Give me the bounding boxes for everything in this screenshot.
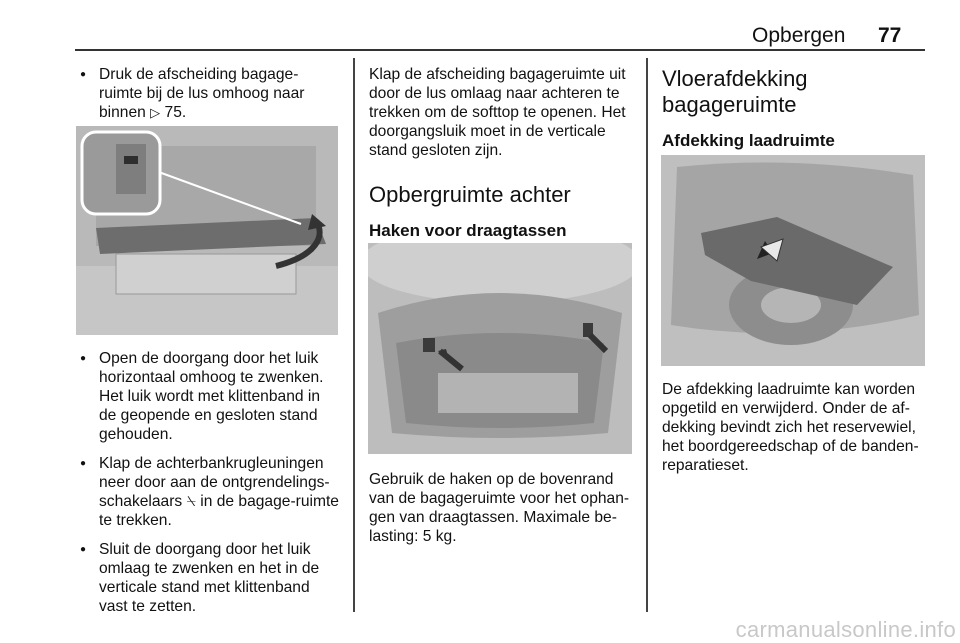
paragraph: De afdekking laadruimte kan worden opgetild en verwijderd. Onder de af-dekking bevindt zich het reservewiel, het boordgereedschap of de banden-reparatieset. [662, 381, 919, 474]
paragraph: Gebruik de haken op de bovenrand van de bagageruimte voor het ophan-gen van draagtassen. Maximale be-lasting: 5 kg. [369, 471, 630, 545]
subsection-heading: Haken voor draagtassen [369, 221, 567, 240]
section-heading: Vloerafdekking bagageruimte [662, 66, 808, 117]
figure-bag-hooks [368, 243, 632, 454]
bullet-item [78, 65, 340, 122]
section-heading: Opbergruimte achter [369, 182, 571, 207]
subsection-heading: Afdekking laadruimte [662, 131, 835, 150]
bullet-item [78, 454, 340, 530]
reference-arrow-icon: ▷ [150, 105, 161, 120]
paragraph: Klap de afscheiding bagageruimte uit door de lus omlaag naar achteren te trekken om de softtop te openen. Het doorgangsluik moet in de verticale stand gesloten zijn. [369, 66, 626, 159]
column-3 [662, 66, 928, 151]
bullet-text: Sluit de doorgang door het luik omlaag te zwenken en het in de verticale stand met klittenband vast te zetten. [99, 541, 320, 615]
page-reference: 75. [164, 104, 187, 121]
column-divider-2 [646, 58, 648, 612]
seat-release-icon: ⍀ [186, 493, 196, 510]
column-1 [78, 65, 340, 132]
bullet-text: in de bagage-ruimte te trekken. [99, 493, 339, 529]
header-rule [75, 49, 925, 51]
page-header-title: Opbergen [752, 24, 846, 47]
column-1-lower [78, 349, 340, 626]
figure-trunk-partition [76, 126, 338, 335]
watermark: carmanualsonline.info [735, 617, 956, 642]
column-3-lower [662, 380, 928, 475]
bullet-item [78, 349, 340, 444]
bullet-text: Open de doorgang door het luik horizontaal omhoog te zwenken. Het luik wordt met klittenband in de geopende en gesloten stand gehouden. [99, 350, 324, 443]
bullet-text: Druk de afscheiding bagage-ruimte bij de lus omhoog naar binnen [99, 66, 305, 121]
column-2-lower [369, 470, 635, 546]
bullet-text: Klap de achterbankrugleuningen neer door aan de ontgrendelings-schakelaars [99, 455, 330, 510]
bullet-item [78, 540, 340, 616]
figure-floor-cover [661, 155, 925, 366]
column-2 [369, 65, 635, 241]
column-divider-1 [353, 58, 355, 612]
page-number: 77 [878, 24, 902, 47]
